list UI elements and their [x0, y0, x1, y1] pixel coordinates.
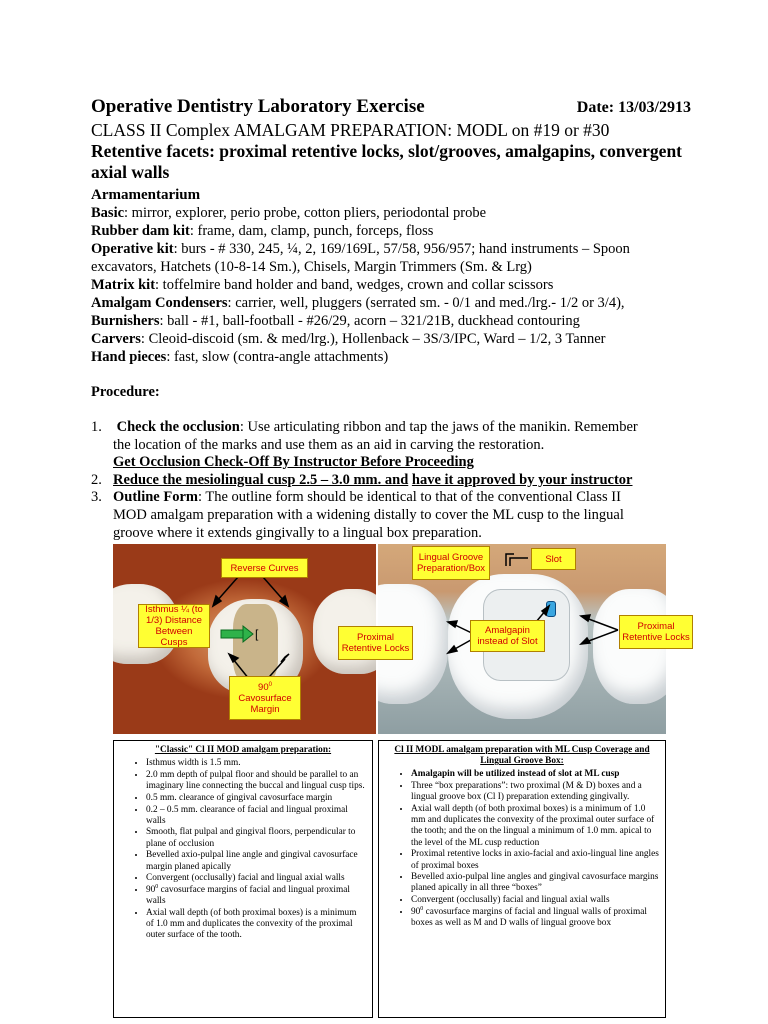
arm-item-burnishers: [91, 312, 691, 330]
arm-item-matrix: [91, 276, 691, 294]
step-number: 3.: [91, 489, 102, 506]
list-item: • Convergent (occlusally) facial and lingual axial walls: [146, 873, 366, 884]
step-content: [113, 472, 653, 490]
arm-text: : carrier, well, pluggers (serrated sm. - 0/1 and med./lrg.- 1/2 or 3/4),: [227, 295, 625, 311]
callout-lingual-groove: Lingual Groove Preparation/Box: [412, 546, 490, 580]
arm-text: : burs - # 330, 245, ¼, 2, 169/169L, 57/58, 956/957; hand instruments – Spoon excavators, Hatchets (10-8-14 Sm.), Chisels, Margin Trimmers (Sm. & Lrg): [91, 241, 630, 275]
arm-item-basic: [91, 204, 691, 222]
step-text: : The outline form should be identical to that of the conventional Class II MOD amalgam preparation with a widening distally to cover the ML cusp to the lingual groove where it extends gingivally to a lingual box preparation.: [113, 489, 624, 541]
arm-label: Matrix kit: [91, 277, 156, 293]
list-item: • 2.0 mm depth of pulpal floor and should be parallel to an imaginary line connecting the buccal and lingual cusp tips.: [146, 770, 366, 792]
occlusion-checkoff: Get Occlusion Check-Off By Instructor Before Proceeding: [113, 454, 474, 471]
list-item: • Axial wall depth (of both proximal boxes) is a minimum of 1.0 mm and duplicates the convexity of the proximal outer surface of the tooth.: [146, 908, 366, 942]
arm-item-condensers: [91, 294, 691, 312]
callout-reverse-curves: Reverse Curves: [221, 558, 308, 578]
deg-sup: 0: [268, 681, 272, 688]
classic-mod-heading: "Classic" Cl II MOD amalgam preparation:: [154, 745, 332, 755]
list-item: • Bevelled axio-pulpal line angles and gingival cavosurface margins planed apically in all three “boxes”: [411, 872, 659, 894]
step-label: Check the occlusion: [116, 419, 240, 435]
classic-mod-box: [113, 740, 373, 1018]
cavosurface-label: Cavosurface Margin: [238, 692, 292, 715]
modl-heading: Cl II MODL amalgam preparation with ML Cusp Coverage and Lingual Groove Box:: [394, 745, 650, 767]
step-number: 2.: [91, 471, 102, 488]
modl-list: [385, 769, 659, 929]
step-content: [113, 419, 653, 454]
step-3: [91, 489, 691, 542]
armamentarium-heading: Armamentarium: [91, 187, 201, 203]
callout-proximal-locks-left: Proximal Retentive Locks: [338, 626, 413, 660]
step-number: 1.: [91, 419, 102, 435]
retentive-facets: Retentive facets: proximal retentive locks, slot/grooves, amalgapins, convergent axial walls: [91, 141, 683, 182]
step-text-underlined: have it approved by your instructor: [411, 471, 633, 488]
list-item: [411, 907, 659, 929]
arm-text: : toffelmire band holder and band, wedges, crown and collar scissors: [155, 277, 554, 293]
svg-text:[: [: [255, 627, 259, 641]
arm-item-operative: [91, 240, 691, 276]
arm-text: : Cleoid-discoid (sm. & med/lrg.), Hollenback – 3S/3/IPC, Ward – 1/2, 3 Tanner: [140, 331, 606, 347]
deg-value: 90: [258, 681, 269, 693]
list-item: • Amalgapin will be utilized instead of slot at ML cusp: [411, 769, 659, 780]
step-text-underlined: Reduce the mesiolingual cusp 2.5 – 3.0 mm. and: [113, 471, 409, 488]
step-text: : Use articulating ribbon and tap the jaws of the manikin. Remember the location of the marks and use them as an aid in carving the restoration.: [113, 419, 638, 453]
arm-label: Hand pieces: [91, 349, 167, 365]
list-item: • Proximal retentive locks in axio-facial and axio-lingual line angles of proximal boxes: [411, 849, 659, 871]
arm-label: Operative kit: [91, 241, 174, 257]
classic-mod-list: [120, 758, 366, 941]
deg-sup: 0: [420, 905, 424, 912]
modl-box: [378, 740, 666, 1018]
list-item: • Convergent (occlusally) facial and lingual axial walls: [411, 895, 659, 906]
callout-slot: Slot: [531, 548, 576, 570]
list-item: • Axial wall depth (of both proximal boxes) is a minimum of 1.0 mm and duplicates the convexity of the proximal outer surface of the tooth; and the on the lingual a minimum of 1.0 mm. apical to the level of the ML cusp reduction: [411, 804, 659, 849]
arm-item-rubber-dam: [91, 222, 691, 240]
list-item: • 0.5 mm. clearance of gingival cavosurface margin: [146, 793, 366, 804]
list-item-text: cavosurface margins of facial and lingual walls of proximal boxes as well as M and D walls of lingual groove box: [411, 906, 647, 929]
list-item-text: cavosurface margins of facial and lingual proximal walls: [146, 884, 350, 907]
step-2: [91, 472, 691, 490]
arm-label: Rubber dam kit: [91, 223, 190, 239]
callout-proximal-locks-right: Proximal Retentive Locks: [619, 615, 693, 649]
armamentarium-list: [91, 204, 691, 366]
arm-item-carvers: [91, 330, 691, 348]
callout-amalgapin: Amalgapin instead of Slot: [470, 620, 545, 652]
arm-text: : frame, dam, clamp, punch, forceps, floss: [189, 223, 434, 239]
deg-sup: 0: [155, 883, 159, 890]
list-item: [146, 885, 366, 907]
document-body: [91, 96, 691, 542]
arm-text: : mirror, explorer, perio probe, cotton pliers, periodontal probe: [124, 205, 487, 221]
arm-label: Basic: [91, 205, 125, 221]
callout-cavosurface: [229, 676, 301, 720]
arm-text: : fast, slow (contra-angle attachments): [166, 349, 389, 365]
callout-isthmus: Isthmus ¼ (to 1/3) Distance Between Cusps: [138, 604, 210, 648]
arm-label: Carvers: [91, 331, 141, 347]
arm-label: Amalgam Condensers: [91, 295, 228, 311]
list-item: • Smooth, flat pulpal and gingival floors, perpendicular to plane of occlusion: [146, 827, 366, 849]
list-item: • 0.2 – 0.5 mm. clearance of facial and lingual proximal walls: [146, 805, 366, 827]
procedure-heading: Procedure:: [91, 384, 160, 400]
cavosurface-deg: [258, 682, 272, 693]
arm-label: Burnishers: [91, 313, 160, 329]
step-label: Outline Form: [113, 489, 198, 506]
subtitle: CLASS II Complex AMALGAM PREPARATION: MODL on #19 or #30: [91, 120, 610, 140]
arm-text: : ball - #1, ball-football - #26/29, acorn – 321/21B, duckhead contouring: [159, 313, 580, 329]
list-item: • Isthmus width is 1.5 mm.: [146, 758, 366, 769]
list-item: • Bevelled axio-pulpal line angle and gingival cavosurface margin planed apically: [146, 850, 366, 872]
page-title: Operative Dentistry Laboratory Exercise: [91, 96, 425, 117]
deg-value: 90: [146, 884, 156, 895]
date-label: Date: 13/03/2913: [576, 99, 691, 116]
deg-value: 90: [411, 906, 421, 917]
step-content: [113, 489, 653, 542]
list-item: • Three “box preparations”: two proximal (M & D) boxes and a lingual groove box (Cl I) preparation extending gingivally.: [411, 781, 659, 803]
title-row: [91, 96, 689, 118]
arm-item-handpieces: [91, 348, 691, 366]
step-1: [91, 419, 691, 454]
